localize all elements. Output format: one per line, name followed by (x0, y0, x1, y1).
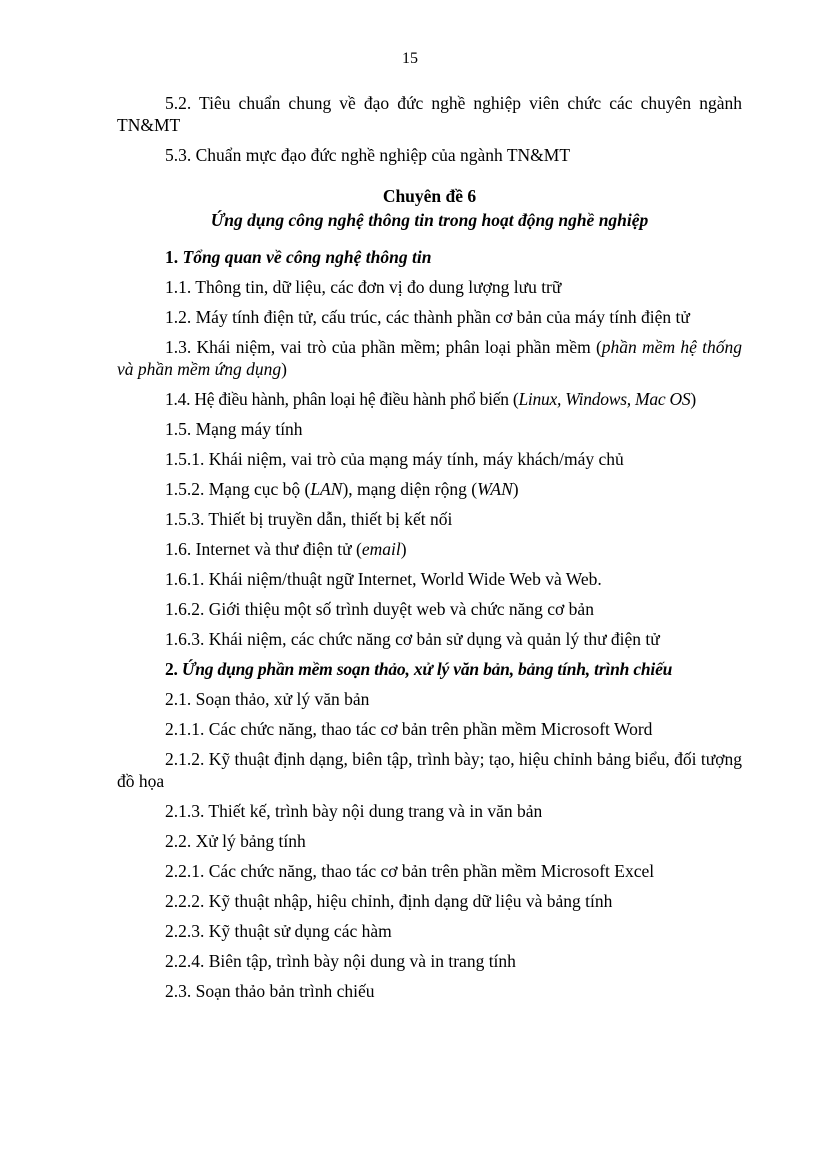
item-1-4-end: ) (690, 389, 696, 409)
item-5-3: 5.3. Chuẩn mực đạo đức nghề nghiệp của ngành TN&MT (165, 145, 571, 165)
item-1-4 (117, 388, 742, 410)
item-1-3 (117, 336, 742, 380)
item-1-5-2-c: ), mạng diện rộng ( (342, 479, 478, 499)
item-2-1: 2.1. Soạn thảo, xử lý văn bản (165, 689, 370, 709)
topic-title: Chuyên đề 6 (382, 186, 477, 206)
item-1-6-3: 1.6.3. Khái niệm, các chức năng cơ bản sử dụng và quản lý thư điện tử (165, 629, 660, 649)
section-2-title: Ứng dụng phần mềm soạn thảo, xử lý văn bản, bảng tính, trình chiếu (181, 659, 673, 679)
item-2-2: 2.2. Xử lý bảng tính (165, 831, 306, 851)
item-2-1-3: 2.1.3. Thiết kế, trình bày nội dung trang và in văn bản (165, 801, 543, 821)
item-1-2: 1.2. Máy tính điện tử, cấu trúc, các thành phần cơ bản của máy tính điện tử (165, 307, 690, 327)
topic-subtitle: Ứng dụng công nghệ thông tin trong hoạt động nghề nghiệp (210, 210, 649, 230)
item-5-2: 5.2. Tiêu chuẩn chung về đạo đức nghề nghiệp viên chức các chuyên ngành TN&MT (117, 93, 742, 135)
item-2-3: 2.3. Soạn thảo bản trình chiếu (165, 981, 375, 1001)
item-1-3-end: ) (281, 359, 287, 379)
item-1-5-2-wan: WAN (477, 479, 513, 499)
item-1-3-text: 1.3. Khái niệm, vai trò của phần mềm; phân loại phần mềm ( (165, 337, 602, 357)
item-1-1: 1.1. Thông tin, dữ liệu, các đơn vị đo dung lượng lưu trữ (165, 277, 562, 297)
item-1-5-1: 1.5.1. Khái niệm, vai trò của mạng máy tính, máy khách/máy chủ (165, 449, 624, 469)
item-1-5-2 (117, 478, 742, 500)
page-number: 15 (402, 50, 418, 67)
document-body (117, 92, 742, 1002)
item-1-6-c: ) (400, 539, 407, 559)
item-1-6-1: 1.6.1. Khái niệm/thuật ngữ Internet, World Wide Web và Web. (165, 569, 602, 589)
item-2-2-1: 2.2.1. Các chức năng, thao tác cơ bản trên phần mềm Microsoft Excel (165, 861, 655, 881)
item-1-4-text: 1.4. Hệ điều hành, phân loại hệ điều hành phổ biến ( (165, 389, 519, 409)
item-1-3-italic: phần mềm hệ thống và phần mềm ứng dụng (117, 337, 742, 379)
item-1-6-email: email (361, 539, 401, 559)
item-1-5-2-a: 1.5.2. Mạng cục bộ ( (165, 479, 311, 499)
item-2-2-3: 2.2.3. Kỹ thuật sử dụng các hàm (165, 921, 392, 941)
item-1-4-italic: Linux, Windows, Mac OS (518, 389, 691, 409)
item-1-6-2: 1.6.2. Giới thiệu một số trình duyệt web và chức năng cơ bản (165, 599, 594, 619)
item-2-1-1: 2.1.1. Các chức năng, thao tác cơ bản trên phần mềm Microsoft Word (165, 719, 653, 739)
item-2-2-2: 2.2.2. Kỹ thuật nhập, hiệu chỉnh, định dạng dữ liệu và bảng tính (165, 891, 613, 911)
item-1-6 (117, 538, 742, 560)
section-1-heading (117, 246, 742, 268)
section-1-number: 1. (165, 247, 183, 267)
item-1-5-2-e: ) (512, 479, 519, 499)
item-1-5: 1.5. Mạng máy tính (165, 419, 303, 439)
item-2-2-4: 2.2.4. Biên tập, trình bày nội dung và in trang tính (165, 951, 516, 971)
section-1-title: Tổng quan về công nghệ thông tin (182, 247, 432, 267)
item-1-6-a: 1.6. Internet và thư điện tử ( (165, 539, 362, 559)
section-2-number: 2. (165, 659, 182, 679)
item-1-5-3: 1.5.3. Thiết bị truyền dẫn, thiết bị kết nối (165, 509, 453, 529)
section-2-heading (117, 658, 742, 680)
item-2-1-2: 2.1.2. Kỹ thuật định dạng, biên tập, trình bày; tạo, hiệu chỉnh bảng biểu, đối tượng đồ họa (117, 749, 742, 791)
item-1-5-2-lan: LAN (310, 479, 343, 499)
